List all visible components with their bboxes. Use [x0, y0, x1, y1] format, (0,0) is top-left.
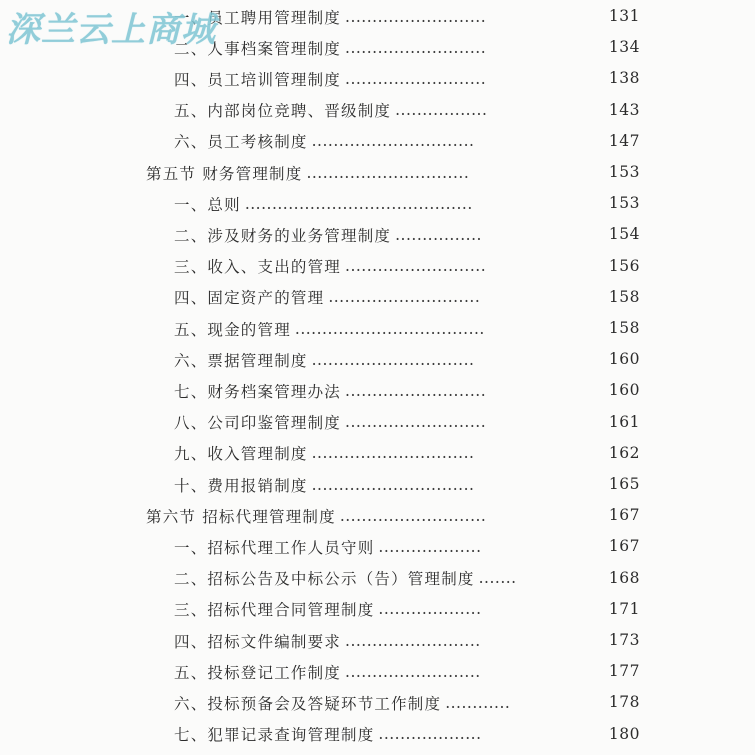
toc-leader-dots: ..........................	[345, 413, 487, 432]
toc-page-number: 158	[608, 319, 640, 337]
toc-page-number: 171	[608, 599, 640, 618]
toc-leader-dots: ...................	[378, 537, 482, 556]
toc-page-number: 153	[608, 194, 640, 213]
toc-entry-title: 六、员工考核制度	[174, 133, 308, 152]
toc-entry-title: 六、投标预备会及答疑环节工作制度	[174, 694, 442, 713]
toc-page-number: 158	[608, 287, 640, 306]
toc-leader-dots: ..........................	[345, 381, 487, 400]
toc-entry	[174, 594, 482, 625]
toc-page-number: 153	[608, 163, 640, 181]
toc-leader-dots: ..............................	[311, 132, 475, 151]
toc-page-number: 162	[608, 443, 640, 462]
toc-entry	[174, 188, 473, 219]
toc-leader-dots: ..........................	[345, 38, 487, 57]
toc-page-number: 180	[608, 724, 640, 743]
toc-entry-title: 五、内部岗位竞聘、晋级制度	[174, 102, 392, 121]
toc-entry-title: 四、固定资产的管理	[174, 289, 325, 308]
toc-entry	[174, 251, 486, 282]
toc-entry-title: 六、票据管理制度	[174, 351, 308, 370]
toc-leader-dots: ..........................	[345, 7, 487, 26]
toc-entry-title: 二、人事档案管理制度	[174, 39, 342, 58]
toc-page-number: 173	[608, 631, 640, 649]
toc-entry	[174, 95, 487, 126]
toc-section-entry	[146, 157, 469, 188]
toc-entry	[174, 719, 482, 750]
toc-leader-dots: .......	[478, 569, 517, 588]
toc-page-number: 154	[608, 225, 640, 244]
toc-entry-title: 七、犯罪记录查询管理制度	[174, 726, 375, 745]
toc-entry-title: 二、招标公告及中标公示（告）管理制度	[174, 570, 475, 589]
toc-leader-dots: .........................	[345, 662, 481, 681]
toc-leader-dots: ................	[395, 225, 482, 244]
toc-leader-dots: ............	[445, 693, 511, 712]
toc-leader-dots: ..............................	[306, 163, 470, 182]
toc-leader-dots: ..........................	[345, 257, 487, 276]
toc-entry	[174, 282, 480, 313]
toc-entry-title: 五、现金的管理	[174, 320, 291, 339]
toc-section-entry	[146, 500, 486, 531]
toc-entry	[174, 375, 486, 406]
toc-leader-dots: ..............................	[311, 475, 475, 494]
toc-entry-title: 一、招标代理工作人员守则	[174, 538, 375, 557]
toc-entry-title: 十、费用报销制度	[174, 476, 308, 495]
toc-entry	[174, 563, 517, 594]
toc-page-number: 167	[608, 537, 640, 556]
toc-entry-title: 二、涉及财务的业务管理制度	[174, 226, 392, 245]
toc-page-number: 160	[608, 350, 640, 369]
toc-entry	[174, 531, 482, 562]
toc-page-number: 143	[608, 100, 640, 119]
toc-entry-title: 一、员工聘用管理制度	[174, 8, 342, 27]
toc-page-number: 147	[608, 131, 640, 150]
toc-entry-title: 四、招标文件编制要求	[174, 632, 342, 651]
toc-entry	[174, 63, 486, 94]
toc-entry	[174, 313, 485, 344]
toc-entry	[174, 1, 486, 32]
toc-leader-dots: ...................................	[294, 319, 485, 338]
toc-page-number: 161	[608, 412, 640, 431]
toc-entry	[174, 625, 481, 656]
toc-leader-dots: ............................	[328, 288, 481, 307]
toc-entry	[174, 126, 474, 157]
toc-entry	[174, 438, 474, 469]
toc-entry-title: 九、收入管理制度	[174, 445, 308, 464]
toc-page-number: 160	[608, 381, 640, 400]
toc-page-number: 131	[608, 7, 640, 25]
toc-page-number: 168	[608, 568, 640, 587]
toc-entry-title: 三、招标代理合同管理制度	[174, 601, 375, 620]
toc-entry	[174, 687, 510, 718]
toc-page-number: 165	[608, 475, 640, 493]
toc-entry	[174, 344, 474, 375]
toc-leader-dots: ..............................	[311, 350, 475, 369]
toc-leader-dots: .........................	[345, 631, 481, 650]
toc-entry-title: 七、财务档案管理办法	[174, 382, 342, 401]
toc-entry-title: 第五节 财务管理制度	[146, 164, 303, 183]
toc-entry	[174, 469, 474, 500]
toc-leader-dots: ...................	[378, 725, 482, 744]
toc-entry	[174, 407, 486, 438]
toc-entry	[174, 656, 481, 687]
watermark: 深兰云上商城	[6, 10, 216, 50]
toc-page-number: 156	[608, 256, 640, 275]
toc-leader-dots: ...................	[378, 600, 482, 619]
toc-entry-title: 一、总则	[174, 195, 241, 214]
toc-leader-dots: ..............................	[311, 444, 475, 463]
toc-entry	[174, 32, 486, 63]
toc-entry-title: 三、收入、支出的管理	[174, 258, 342, 277]
toc-entry-title: 五、投标登记工作制度	[174, 663, 342, 682]
toc-entry-title: 四、员工培训管理制度	[174, 70, 342, 89]
toc-leader-dots: .................	[395, 101, 488, 120]
toc-leader-dots: ..........................	[345, 69, 487, 88]
toc-page-number: 138	[608, 69, 640, 88]
toc-page-number: 134	[608, 38, 640, 57]
toc-entry	[174, 219, 482, 250]
toc-leader-dots: ..........................................	[244, 194, 473, 213]
toc-page-number: 177	[608, 662, 640, 681]
toc-entry-title: 八、公司印鉴管理制度	[174, 414, 342, 433]
toc-leader-dots: ...........................	[339, 506, 487, 525]
toc-page-number: 167	[608, 506, 640, 525]
toc-entry-title: 第六节 招标代理管理制度	[146, 507, 336, 526]
toc-page-number: 178	[608, 693, 640, 712]
